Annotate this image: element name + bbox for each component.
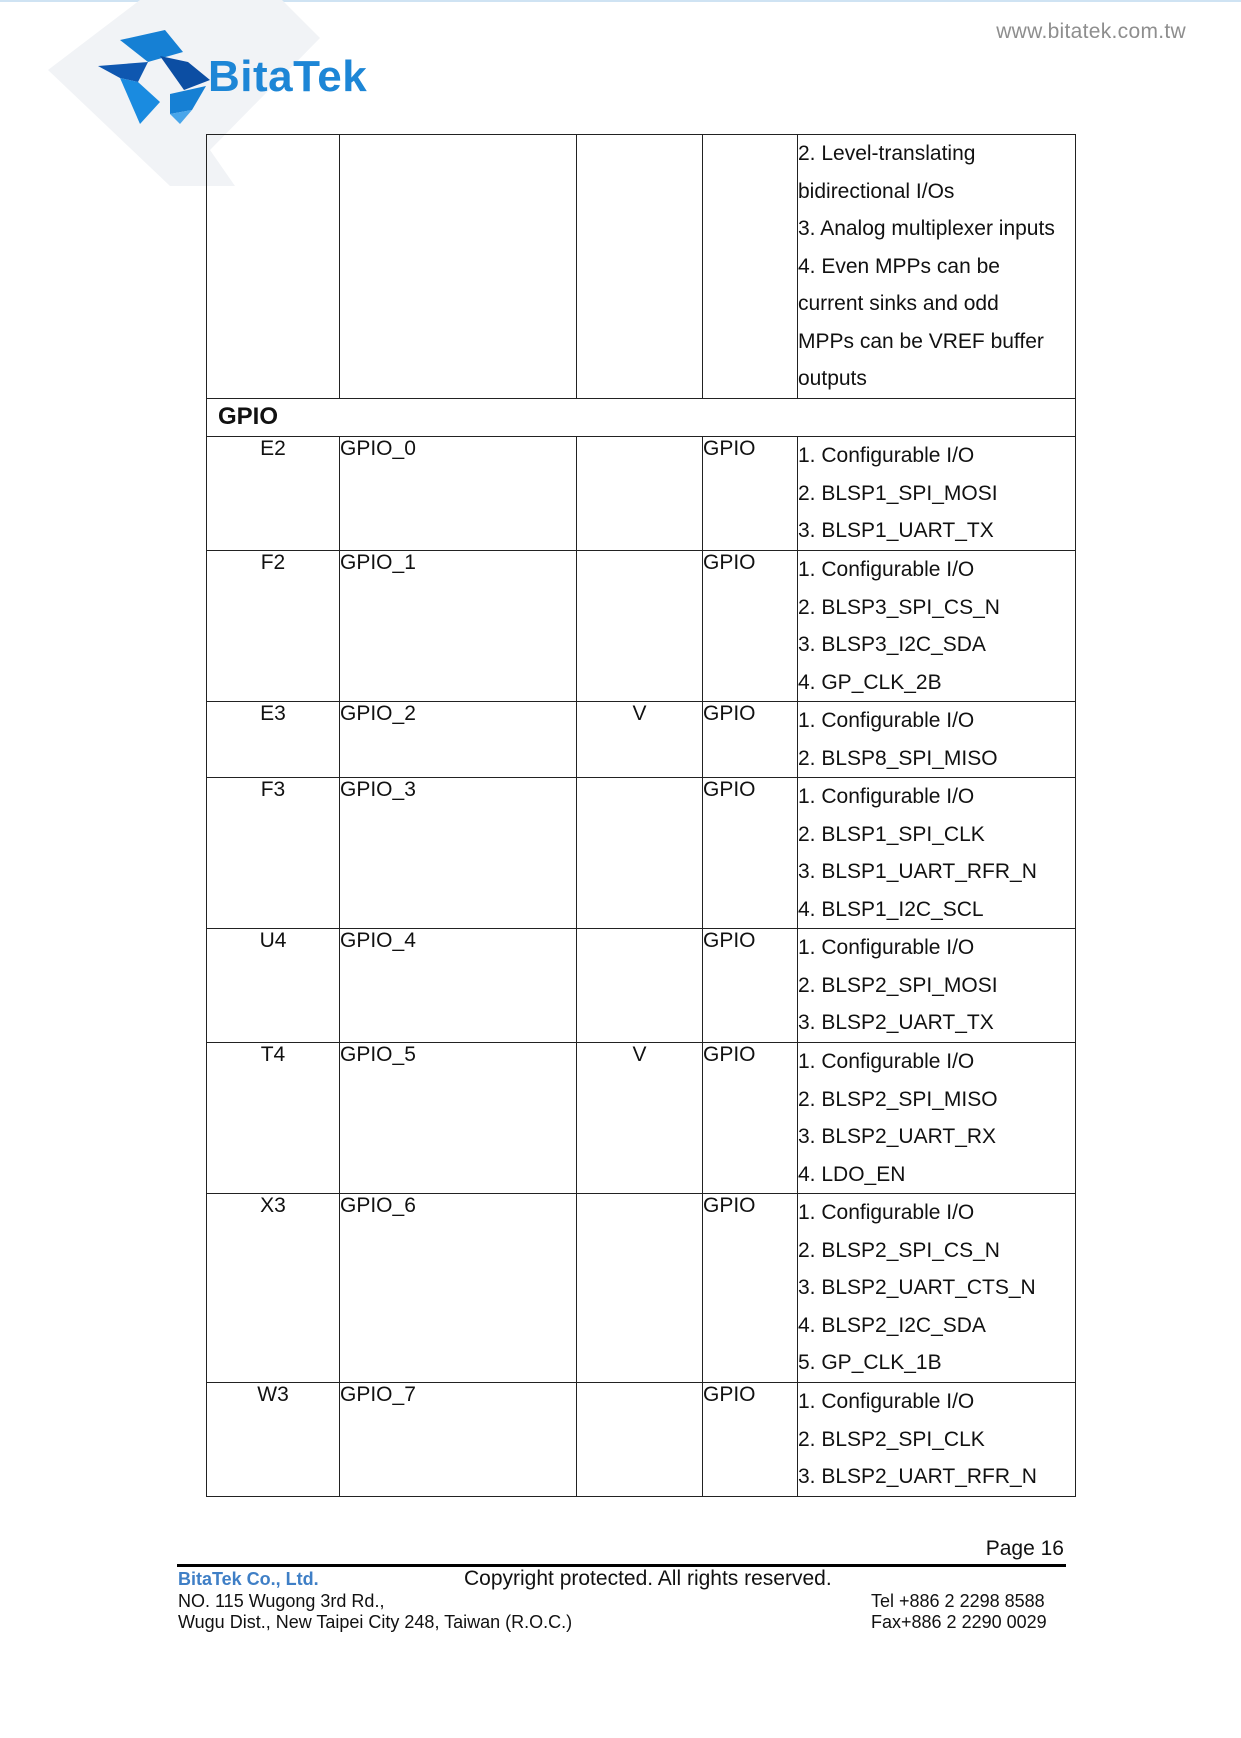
- signal-name-cell: GPIO_1: [340, 551, 577, 702]
- voltage-cell: [577, 1383, 703, 1497]
- description-line: 1. Configurable I/O: [798, 444, 975, 467]
- description-cell: [798, 1383, 1076, 1497]
- voltage-cell: [577, 551, 703, 702]
- voltage-cell: [577, 1194, 703, 1383]
- voltage-cell: [577, 778, 703, 929]
- description-line: 3. BLSP2_UART_RX: [798, 1125, 997, 1148]
- description-line: 1. Configurable I/O: [798, 709, 975, 732]
- description-line: 2. BLSP1_SPI_MOSI: [798, 481, 998, 505]
- ball-cell: E3: [207, 702, 340, 778]
- type-cell: GPIO: [703, 1383, 798, 1497]
- type-cell: GPIO: [703, 929, 798, 1043]
- section-header-row: [207, 399, 1076, 437]
- voltage-cell: [577, 437, 703, 551]
- type-cell: [703, 135, 798, 399]
- description-line: 1. Configurable I/O: [798, 558, 975, 581]
- type-cell: GPIO: [703, 702, 798, 778]
- description-cell: [798, 929, 1076, 1043]
- ball-cell: X3: [207, 1194, 340, 1383]
- description-line: current sinks and odd: [798, 292, 999, 315]
- type-cell: GPIO: [703, 437, 798, 551]
- logo-wordmark: BitaTek: [208, 52, 368, 101]
- voltage-cell: [577, 929, 703, 1043]
- type-cell: GPIO: [703, 778, 798, 929]
- description-line: 1. Configurable I/O: [798, 1050, 975, 1073]
- description-line: bidirectional I/Os: [798, 179, 955, 203]
- description-cell: [798, 1043, 1076, 1194]
- ball-cell: U4: [207, 929, 340, 1043]
- signal-name-cell: GPIO_2: [340, 702, 577, 778]
- table-row: [207, 1194, 1076, 1383]
- description-line: 3. BLSP1_UART_RFR_N: [798, 860, 1037, 883]
- signal-name-cell: GPIO_5: [340, 1043, 577, 1194]
- company-name: BitaTek Co., Ltd.: [178, 1569, 319, 1589]
- signal-name-cell: GPIO_3: [340, 778, 577, 929]
- description-line: 3. BLSP2_UART_RFR_N: [798, 1465, 1037, 1488]
- signal-name-cell: GPIO_0: [340, 437, 577, 551]
- page-number: Page 16: [985, 1537, 1064, 1560]
- copyright-notice: Copyright protected. All rights reserved.: [464, 1567, 832, 1590]
- table-row: [207, 702, 1076, 778]
- description-cell: [798, 437, 1076, 551]
- description-line: 1. Configurable I/O: [798, 1390, 975, 1413]
- table-row: [207, 551, 1076, 702]
- description-line: outputs: [798, 367, 867, 390]
- voltage-cell: V: [577, 702, 703, 778]
- description-line: 4. BLSP2_I2C_SDA: [798, 1313, 986, 1337]
- type-cell: GPIO: [703, 1194, 798, 1383]
- description-line: 4. BLSP1_I2C_SCL: [798, 897, 984, 921]
- description-line: 2. BLSP8_SPI_MISO: [798, 746, 998, 770]
- ball-cell: [207, 135, 340, 399]
- description-line: 3. BLSP2_UART_CTS_N: [798, 1276, 1036, 1299]
- description-cell: [798, 778, 1076, 929]
- website-url: www.bitatek.com.tw: [996, 20, 1186, 43]
- description-line: 2. BLSP2_SPI_MOSI: [798, 973, 998, 997]
- description-cell: [798, 702, 1076, 778]
- address-line-2: Wugu Dist., New Taipei City 248, Taiwan (R.O.C.): [178, 1612, 573, 1632]
- table-row: [207, 1043, 1076, 1194]
- ball-cell: E2: [207, 437, 340, 551]
- type-cell: GPIO: [703, 1043, 798, 1194]
- signal-name-cell: GPIO_7: [340, 1383, 577, 1497]
- table-row: [207, 437, 1076, 551]
- ball-cell: F2: [207, 551, 340, 702]
- description-cell: [798, 551, 1076, 702]
- description-line: 1. Configurable I/O: [798, 785, 975, 808]
- description-line: 2. BLSP2_SPI_CS_N: [798, 1238, 1000, 1262]
- ball-cell: F3: [207, 778, 340, 929]
- description-line: 5. GP_CLK_1B: [798, 1351, 942, 1374]
- description-line: 3. BLSP2_UART_TX: [798, 1011, 994, 1034]
- voltage-cell: [577, 135, 703, 399]
- table-row: [207, 778, 1076, 929]
- voltage-cell: V: [577, 1043, 703, 1194]
- description-line: 4. Even MPPs can be: [798, 254, 1000, 278]
- description-line: 2. BLSP3_SPI_CS_N: [798, 595, 1000, 619]
- pin-definition-table: [206, 134, 1076, 1497]
- description-cell: [798, 135, 1076, 399]
- signal-name-cell: [340, 135, 577, 399]
- description-line: 4. LDO_EN: [798, 1162, 906, 1186]
- section-label: GPIO: [207, 399, 1076, 437]
- table-row: [207, 1383, 1076, 1497]
- telephone-number: Tel +886 2 2298 8588: [871, 1591, 1045, 1611]
- fax-number: Fax+886 2 2290 0029: [871, 1612, 1047, 1632]
- type-cell: GPIO: [703, 551, 798, 702]
- description-cell: [798, 1194, 1076, 1383]
- description-line: 2. BLSP2_SPI_MISO: [798, 1087, 998, 1111]
- address-line-1: NO. 115 Wugong 3rd Rd.,: [178, 1591, 385, 1611]
- description-line: 3. Analog multiplexer inputs: [798, 217, 1055, 240]
- description-line: 1. Configurable I/O: [798, 1201, 975, 1224]
- description-line: 2. Level-translating: [798, 142, 976, 165]
- description-line: MPPs can be VREF buffer: [798, 329, 1044, 353]
- table-row: [207, 135, 1076, 399]
- description-line: 2. BLSP2_SPI_CLK: [798, 1427, 985, 1451]
- ball-cell: T4: [207, 1043, 340, 1194]
- description-line: 1. Configurable I/O: [798, 936, 975, 959]
- description-line: 4. GP_CLK_2B: [798, 670, 942, 694]
- signal-name-cell: GPIO_6: [340, 1194, 577, 1383]
- description-line: 2. BLSP1_SPI_CLK: [798, 822, 985, 846]
- description-line: 3. BLSP1_UART_TX: [798, 519, 994, 542]
- signal-name-cell: GPIO_4: [340, 929, 577, 1043]
- ball-cell: W3: [207, 1383, 340, 1497]
- table-row: [207, 929, 1076, 1043]
- description-line: 3. BLSP3_I2C_SDA: [798, 633, 986, 656]
